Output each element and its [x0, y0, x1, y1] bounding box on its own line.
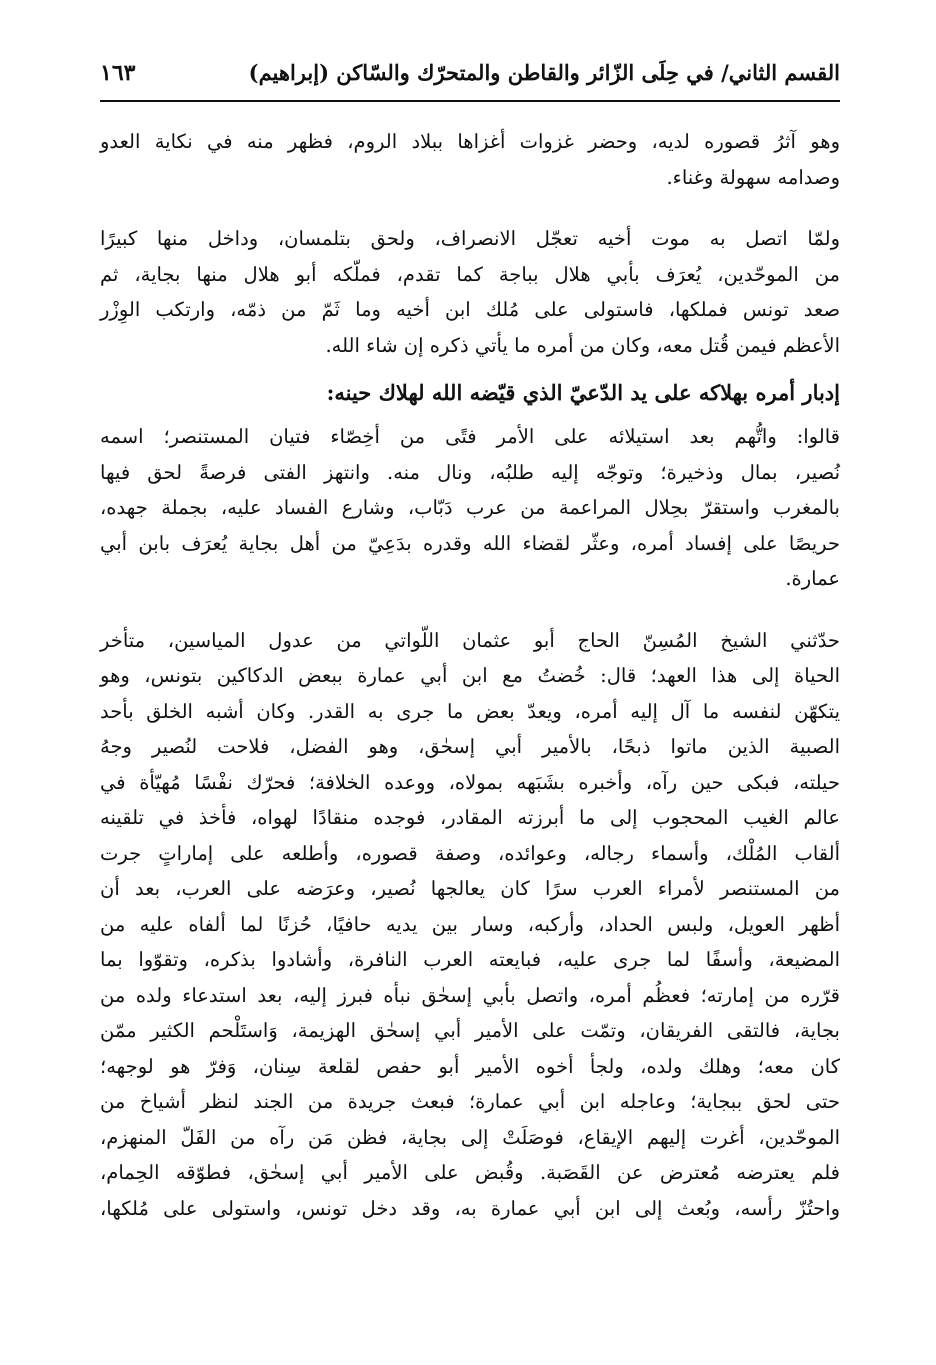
text-line: يتكهّن لنفسه ما آل إليه أمره، ويعدّ بعض ما جرى به القدر. وكان أشبه الخلق بأحد	[100, 699, 840, 723]
text-line: من الموحّدين، يُعرَف بأبي هلال بباجة كما تقدم، فملّكه أبو هلال منها بجاية، ثم	[100, 262, 840, 286]
text-line: حيلته، فبكى حين رآه، وأخبره بشَبَهه بمولاه، ووعده الخلافة؛ فحرّك نفْسًا مُهيّأة في	[100, 770, 840, 794]
text-line: من المستنصر لأمراء العرب سرًا كان يعالجها نُصير، وعرَضه على العرب، بعد أن	[100, 877, 840, 900]
text-line: الحياة إلى هذا العهد؛ قال: خُضتُ مع ابن أبي عمارة ببعض الدكاكين بتونس، وهو	[100, 664, 840, 687]
text-line: بجاية، فالتقى الفريقان، وتمّت على الأمير أبي إسحٰق الهزيمة، وَاستَلْحم الكثير ممّن	[100, 1019, 840, 1042]
text-line: عمارة.	[785, 567, 840, 590]
page-number: ١٦٣	[100, 60, 136, 86]
text-line: حتى لحق ببجاية؛ وعاجله ابن أبي عمارة؛ فبعث جريدة من الجند لنظر أشياخ من	[100, 1090, 840, 1113]
section-heading: إدبار أمره بهلاكه على يد الدّعيّ الذي قيّضه الله لهلاك حينه:	[326, 380, 840, 405]
text-line: حريصًا على إفساد أمره، وعثّر لقضاء الله وقدره بدَعِيّ من أهل بجاية يُعرَف بابن أبي	[100, 531, 840, 555]
text-line: المضيعة، وأسفًا لما جرى عليه، فبايعته العرب النافرة، وأشادوا بذكره، وتقوّوا بما	[100, 948, 840, 971]
text-line: الأعظم فيمن قُتل معه، وكان من أمره ما يأتي ذكره إن شاء الله.	[325, 333, 840, 357]
text-line: نُصير، بمال وذخيرة؛ وتوجّه إليه طلبُه، ونال منه. وانتهز الفتى فرصةً لحق فيها	[100, 460, 840, 484]
paragraph-3	[100, 419, 840, 597]
text-line: قالوا: واتُّهم بعد استيلائه على الأمر فتًى من أخِصّاء فتيان المستنصر؛ اسمه	[100, 425, 840, 448]
running-header	[100, 50, 840, 102]
text-line: ولمّا اتصل به موت أخيه تعجّل الانصراف، ولحق بتلمسان، وداخل منها كبيرًا	[100, 227, 840, 250]
text-line: حدّثني الشيخ المُسِنّ الحاج أبو عثمان اللّواتي من عدول المياسين، متأخر	[100, 628, 840, 652]
text-line: وصدامه سهولة وغناء.	[666, 165, 840, 189]
text-line: فلم يعترضه مُعترض عن القَصَبة. وقُبض على الأمير أبي إسحٰق، فطوّقه الحِمام،	[100, 1161, 840, 1184]
text-line: قرّره من إمارته؛ فعظُم أمره، واتصل بأبي إسحٰق نبأه فبرز إليه، بعد استدعاء ولده من	[100, 983, 840, 1007]
text-line: كان معه؛ وهلك ولده، ولجأ أخوه الأمير أبو حفص لقلعة سِنان، وَفرّ هو لوجهه؛	[100, 1054, 840, 1078]
paragraph-1	[100, 124, 840, 195]
text-line: صعد تونس فملكها، فاستولى على مُلك ابن أخيه وما ثَمّ من ذمّه، وارتكب الوِزْر	[100, 298, 840, 321]
text-line: الموحّدين، أغرت إليهم الإيقاع، فوصَلَتْ إلى بجاية، فظن مَن رآه من الفَلّ المنهزم،	[100, 1125, 840, 1149]
paragraph-4	[100, 623, 840, 1227]
text-line: الصبية الذين ماتوا ذبحًا، بالأمير أبي إسحٰق، وهو الفضل، فلاحت لنُصير وجهُ	[100, 735, 840, 758]
paragraph-2	[100, 221, 840, 363]
text-line: عالم الغيب المحجوب إلى ما أبرزته المقادر، فوجده منقادًا لهواه، فأخذ في تلقينه	[100, 806, 840, 829]
text-line: بالمغرب واستقرّ بحِلال المراعمة من عرب دَبّاب، وشارع الفساد عليه، بجملة جهده،	[100, 496, 840, 519]
text-line: واحتُزّ رأسه، وبُعث إلى ابن أبي عمارة به، وقد دخل تونس، واستولى على مُلكها،	[100, 1196, 840, 1220]
text-line: أظهر العويل، ولبس الحداد، وأركبه، وسار بين يديه حافيًا، حُزنًا لما ألفاه عليه من	[100, 912, 840, 936]
text-line: ألقاب المُلْك، وأسماء رجاله، وعوائده، وصفة قصوره، وأطلعه على إماراتٍ جرت	[100, 841, 840, 865]
text-line: وهو آثرُ قصوره لديه، وحضر غزوات أغزاها ببلاد الروم، فظهر منه في نكاية العدو	[100, 130, 840, 153]
header-title: القسم الثاني/ في حِلَى الزّائر والقاطن والمتحرّك والسّاكن (إبراهيم)	[248, 60, 840, 85]
page-content	[100, 124, 840, 1226]
